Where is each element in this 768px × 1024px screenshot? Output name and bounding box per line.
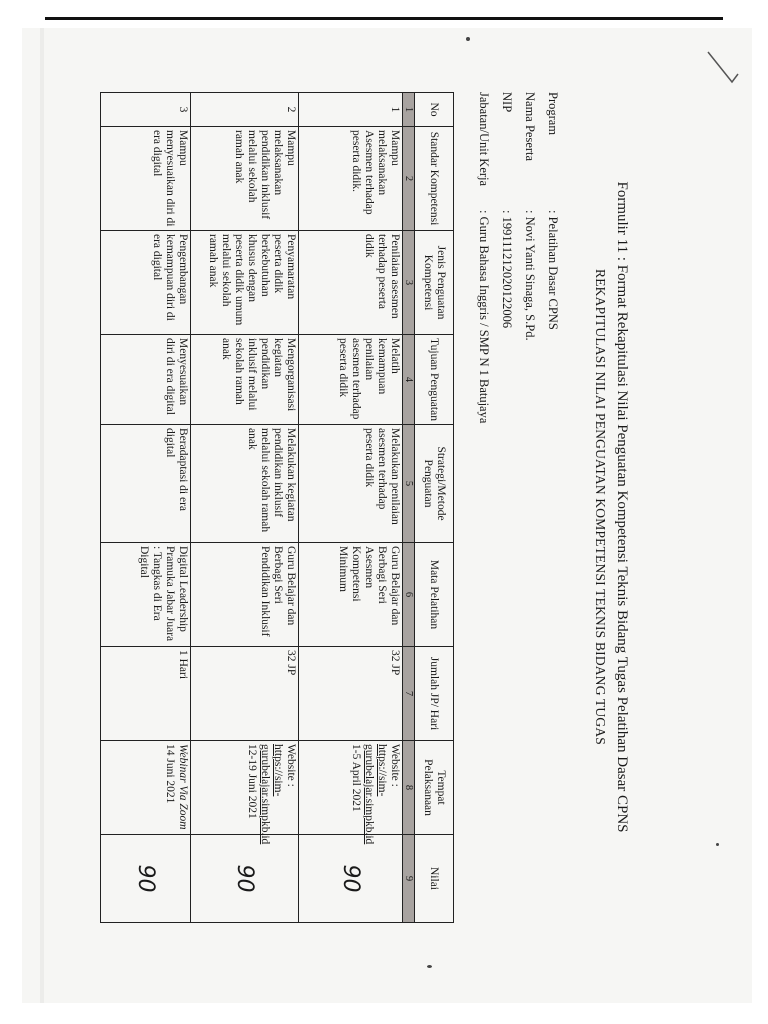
scan-speck xyxy=(427,965,432,968)
cell-standar: Mampu melaksanakan Asesmen terhadap peserta didik. xyxy=(299,127,403,231)
cell-jp: 32 JP xyxy=(191,647,299,741)
column-header: Strategi/Metode Penguatan xyxy=(415,425,454,543)
info-label: Nama Peserta xyxy=(523,92,537,162)
scan-speck xyxy=(716,843,719,846)
tempat-label: Webinar Via Zoom xyxy=(177,744,189,830)
column-number: 5 xyxy=(403,425,415,543)
tempat-label: Website : xyxy=(285,744,297,787)
form-title: Formulir 11 : Format Rekapitulasi Nilai Penguatan Kompetensi Teknis Bidang Tugas Pelatihan Dasar CPNS xyxy=(614,181,630,833)
column-header: Jenis Penguatan Kompetensi xyxy=(415,231,454,335)
cell-jenis: Pengembangan kemampuan diri di era digital xyxy=(101,231,191,335)
cell-mata-pelatihan: Guru Belajar dan Berbagi Seri Pendidikan Inklusif xyxy=(191,543,299,647)
cell-mata-pelatihan: Digital Leadership Pramuka Jabar Juara : Tangkas di Era Digital xyxy=(101,543,191,647)
cell-jp: 1 Hari xyxy=(101,647,191,741)
tempat-date: 12-19 Juni 2021 xyxy=(246,744,258,819)
column-number: 2 xyxy=(403,127,415,231)
scan-top-rule xyxy=(45,17,723,20)
info-value: : 199111212020122006 xyxy=(500,210,514,329)
document-subtitle: REKAPITULASI NILAI PENGUATAN KOMPETENSI TEKNIS BIDANG TUGAS xyxy=(593,269,608,745)
info-label: Jabatan/Unit Kerja xyxy=(477,92,491,187)
cell-no: 3 xyxy=(101,93,191,127)
info-value: : Pelatihan Dasar CPNS xyxy=(546,210,560,330)
column-header: Standar Kompetensi xyxy=(415,127,454,231)
cell-tempat xyxy=(191,741,299,845)
info-label: Program xyxy=(546,92,560,136)
info-value: : Guru Bahasa Inggris / SMP N 1 Batujaya xyxy=(477,210,491,424)
cell-no: 1 xyxy=(299,93,403,127)
cell-standar: Mampu menyesuaikan diri di era digital xyxy=(101,127,191,231)
cell-standar: Mampu melaksanakan pendidikan inklusif melalui sekolah ramah anak xyxy=(191,127,299,231)
table-row xyxy=(191,93,299,923)
column-number: 4 xyxy=(403,335,415,425)
column-header: Tujuan Penguatan xyxy=(415,335,454,425)
cell-jenis: Penyamaratan peserta didik berkebutuhan khusus dengan peserta didik umum melalui sekolah ramah anak xyxy=(191,231,299,335)
column-number: 8 xyxy=(403,741,415,835)
cell-no: 2 xyxy=(191,93,299,127)
column-number: 3 xyxy=(403,231,415,335)
column-header: Tempat Pelaksanaan xyxy=(415,741,454,835)
scan-speck xyxy=(466,37,470,41)
cell-nilai: 90 xyxy=(299,835,403,923)
cell-nilai: 90 xyxy=(191,835,299,923)
column-number: 1 xyxy=(403,93,415,127)
cell-mata-pelatihan: Guru Belajar dan Berbagi Seri Asesmen Kompetensi Minimum xyxy=(299,543,403,647)
info-label: NIP xyxy=(500,92,514,113)
cell-tempat xyxy=(101,741,191,835)
table-row xyxy=(299,93,403,923)
rotated-document xyxy=(85,92,630,922)
cell-tujuan: Menyesuaikan diri di era digital xyxy=(101,335,191,425)
column-number: 9 xyxy=(403,835,415,923)
recap-table xyxy=(100,92,454,923)
paper-edge-shadow xyxy=(40,28,44,1003)
tempat-date: 14 Juni 2021 xyxy=(164,744,176,804)
info-value: : Novi Yanti Sinaga, S.Pd. xyxy=(523,210,537,341)
column-number: 7 xyxy=(403,647,415,741)
column-header: No xyxy=(415,93,454,127)
column-number-row xyxy=(403,93,415,923)
cell-tempat xyxy=(299,741,403,845)
cell-nilai: 90 xyxy=(101,835,191,923)
tempat-label: Website : xyxy=(389,744,401,787)
tempat-link[interactable]: https://sim-gurubelajar.simpkb.id xyxy=(259,744,284,845)
cell-strategi: Melakukan kegiatan pendidikan inklusif melalui sekolah ramah anak xyxy=(191,425,299,543)
cell-tujuan: Melatih kemampuan penilaian asesmen terhadap peserta didik xyxy=(299,335,403,425)
tempat-link[interactable]: https://sim-gurubelajar.simpkb.id xyxy=(363,744,388,845)
table-row xyxy=(101,93,191,923)
column-header: Mata Pelatihan xyxy=(415,543,454,647)
cell-tujuan: Mengorganisasi kegiatan pendidikan inklusif melalui sekolah ramah anak xyxy=(191,335,299,425)
table-header-row xyxy=(415,93,454,923)
column-header: Jumlah JP/ Hari xyxy=(415,647,454,741)
column-header: Nilai xyxy=(415,835,454,923)
cell-jenis: Penilaian asesmen terhadap peserta didik xyxy=(299,231,403,335)
cell-strategi: Melakukan penilaian asesmen terhadap peserta didik xyxy=(299,425,403,543)
tempat-date: 1-5 April 2021 xyxy=(350,744,362,812)
pen-mark-icon xyxy=(704,42,764,102)
cell-jp: 32 JP xyxy=(299,647,403,741)
column-number: 6 xyxy=(403,543,415,647)
cell-strategi: Beradaptasi di era digital xyxy=(101,425,191,543)
